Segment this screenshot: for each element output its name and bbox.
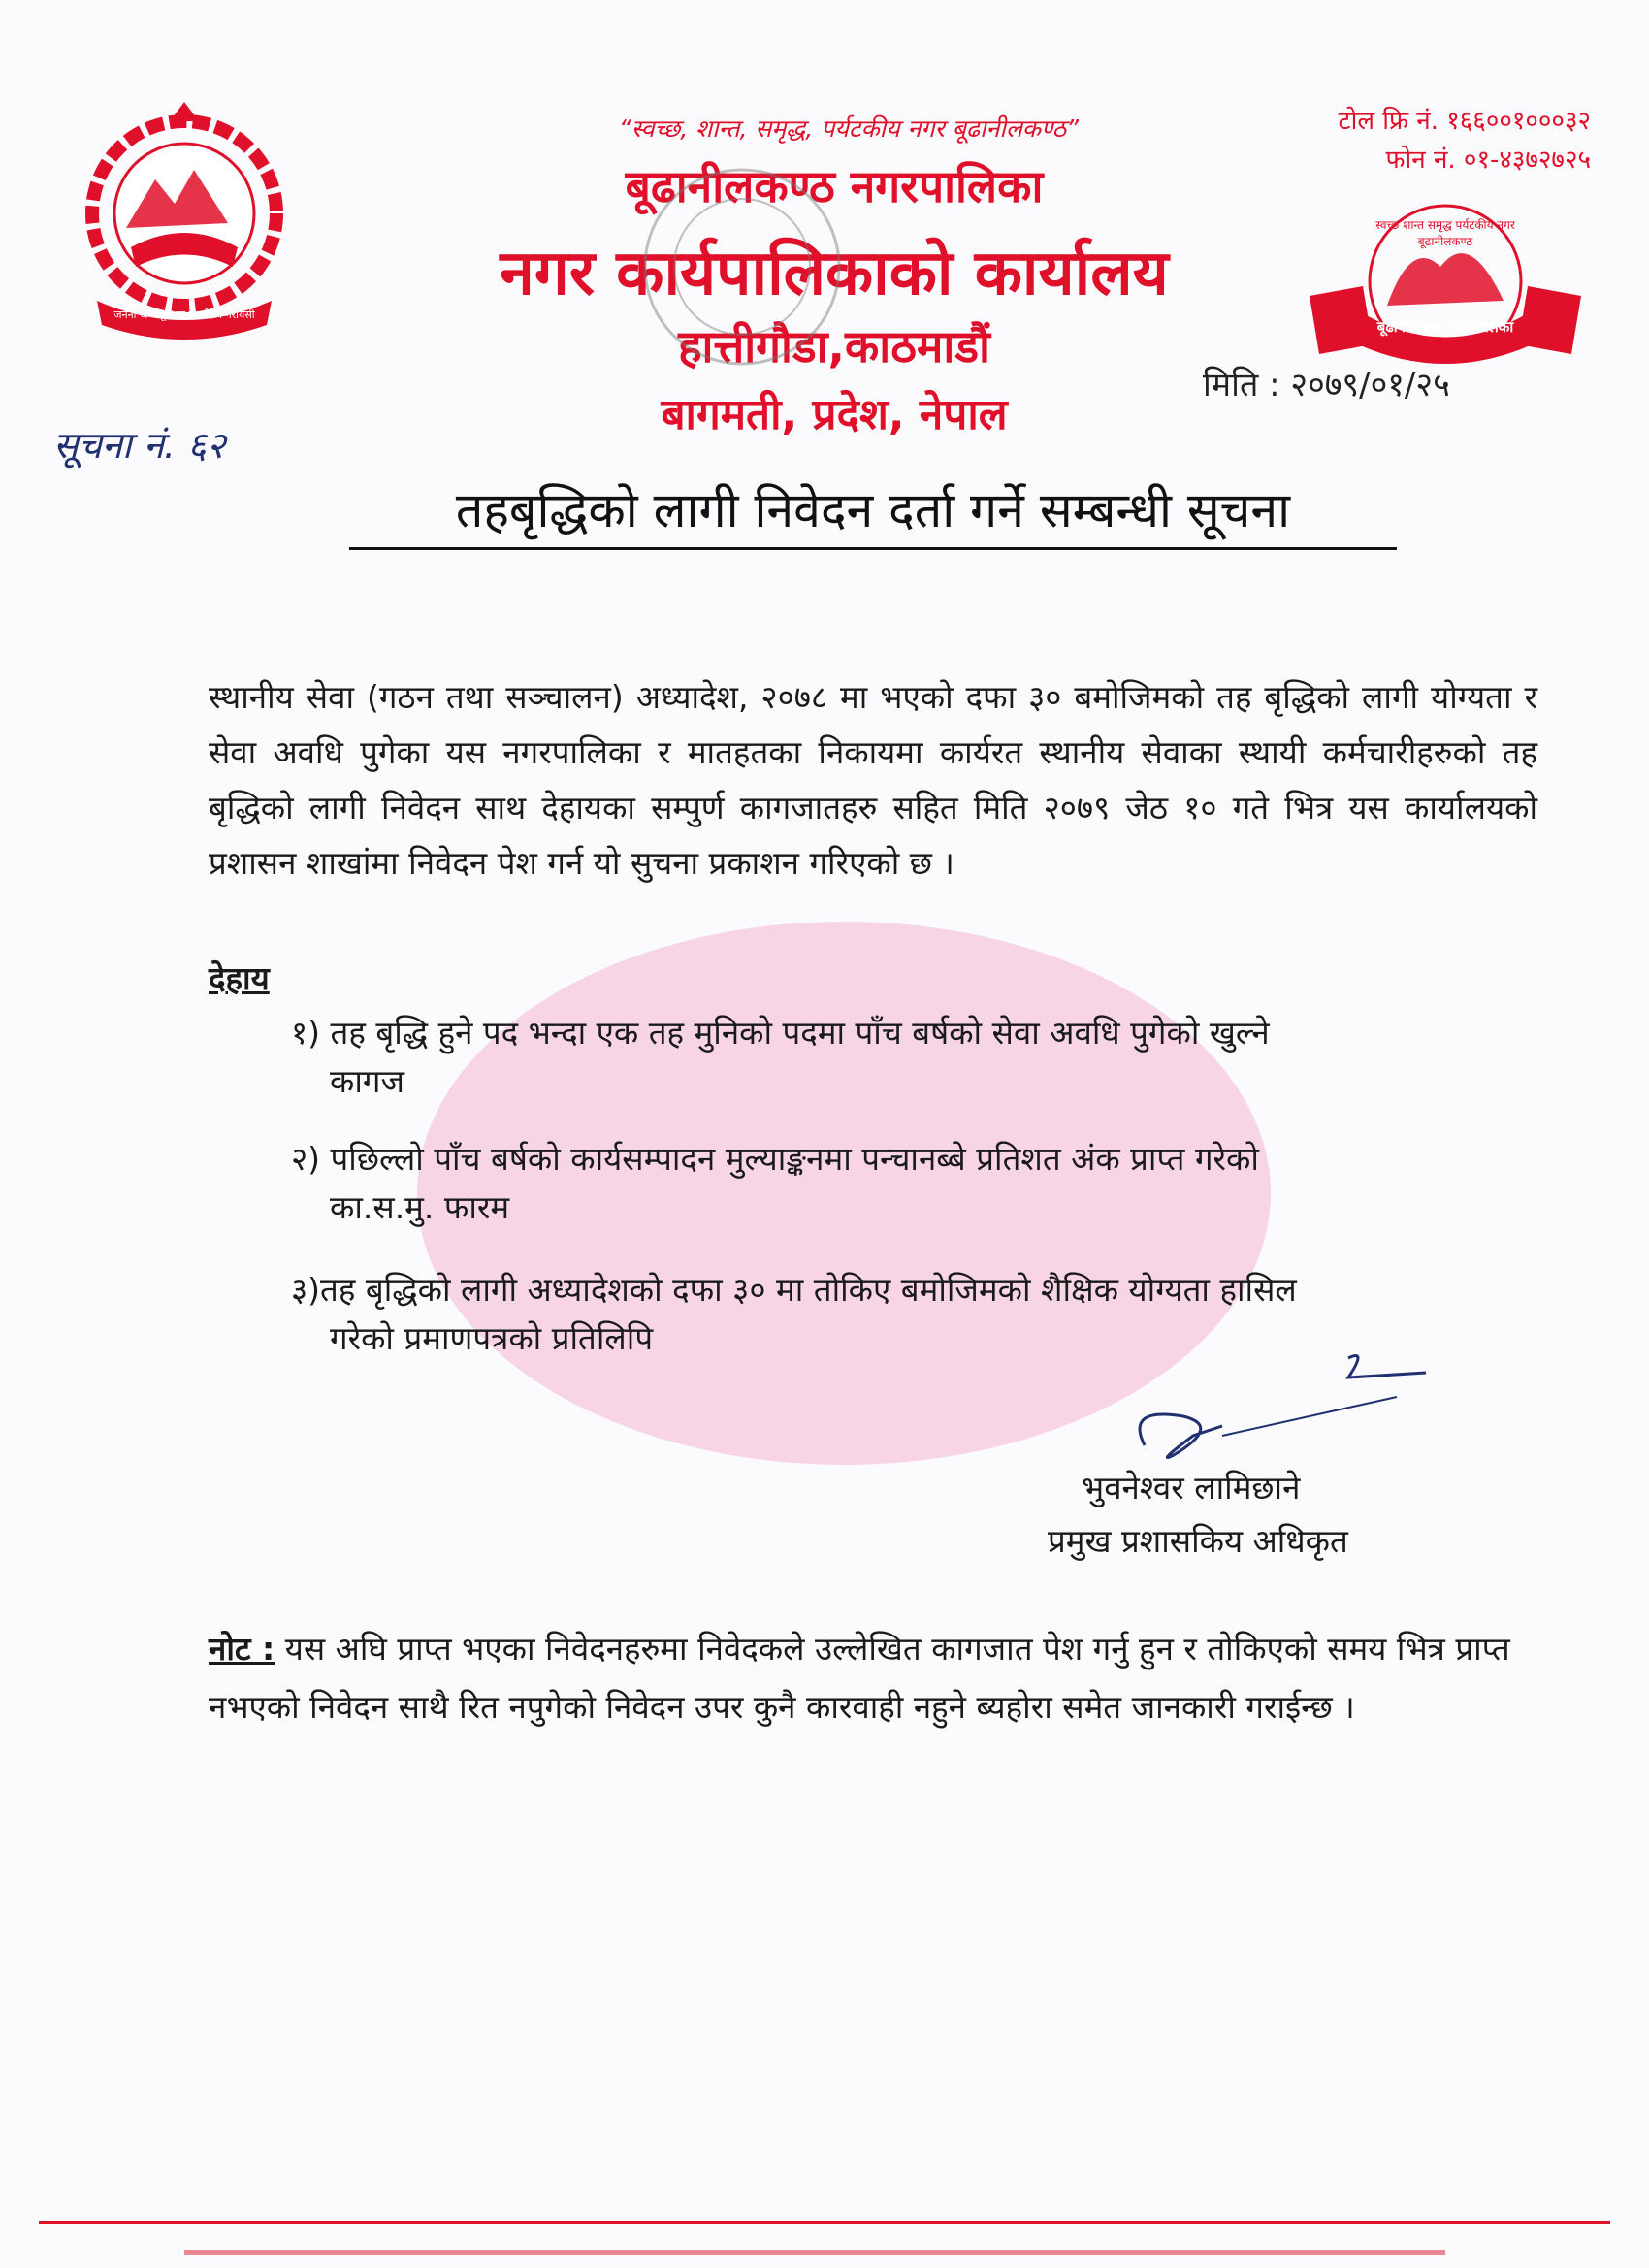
footer-cropped-text [184,2250,1445,2255]
list-item-line2: कागज [330,1062,404,1100]
signatory-designation: प्रमुख प्रशासकिय अधिकृत [1048,1522,1348,1560]
list-item [291,1009,1542,1106]
list-heading: देहाय [209,959,270,997]
signature-icon [1106,1339,1474,1474]
address-line-2: बागमती, प्रदेश, नेपाल [661,390,1008,439]
list-item [291,1135,1542,1232]
list-item-line1: २) पछिल्लो पाँच बर्षको कार्यसम्पादन मुल्याङ्कनमा पन्चानब्बे प्रतिशत अंक प्राप्त गरेको [291,1140,1259,1178]
notice-number: सूचना नं. ६२ [53,424,226,467]
nepal-emblem-logo [73,102,296,344]
emblem-motto: जननी जन्मभूमिश्च स्वर्गादपि गरीयसी [113,308,255,321]
municipality-name: बूढानीलकण्ठ नगरपालिका [625,160,1044,212]
list-item-line2: गरेको प्रमाणपत्रको प्रतिलिपि [330,1319,654,1357]
municipality-logo [1305,199,1586,364]
body-paragraph: स्थानीय सेवा (गठन तथा सञ्चालन) अध्यादेश, २०७८ मा भएको दफा ३० बमोजिमको तह बृद्धिको लागी योग्यता र सेवा अवधि पुगेका यस नगरपालिका र मातहतका निकायमा कार्यरत स्थानीय सेवाका स्थायी कर्मचारीहरुको तह बृद्धिको लागी निवेदन साथ देहायका सम्पुर्ण कागजातहरु सहित मिति २०७९ जेठ १० गते भित्र यस कार्यालयको प्रशासन शाखांमा निवेदन पेश गर्न यो सुचना प्रकाशन गरिएको छ । [209,678,1537,882]
slogan: “स्वच्छ, शान्त, समृद्ध, पर्यटकीय नगर बूढानीलकण्ठ” [618,114,1080,143]
notice-date: मिति : २०७९/०१/२५ [1203,366,1450,405]
address-line-1: हात्तीगौडा,काठमाडौं [678,320,990,373]
note-label: नोट : [209,1630,275,1668]
office-name: नगर कार्यपालिकाको कार्यालय [500,238,1169,309]
list-item-line2: का.स.मु. फारम [330,1188,510,1226]
logo-arc-text: स्वच्छ शान्त समृद्ध पर्यटकीय नगर बूढानीलकण्ठ [1375,218,1515,248]
stamp-icon [635,160,849,373]
footer-divider [39,2221,1610,2224]
list-item-line1: ३)तह बृद्धिको लागी अध्यादेशको दफा ३० मा तोकिए बमोजिमको शैक्षिक योग्यता हासिल [291,1271,1297,1309]
notice-title: तहबृद्धिको लागी निवेदन दर्ता गर्ने सम्बन्धी सूचना [349,475,1397,550]
note-text: यस अघि प्राप्त भएका निवेदनहरुमा निवेदकले उल्लेखित कागजात पेश गर्नु हुन र तोकिएको समय भित्र प्राप्त नभएको निवेदन साथै रित नपुगेको निवेदन उपर कुनै कारवाही नहुने ब्यहोरा समेत जानकारी गराईन्छ । [209,1630,1510,1726]
contact-block [1203,102,1591,179]
list-item-line1: १) तह बृद्धि हुने पद भन्दा एक तह मुनिको पदमा पाँच बर्षको सेवा अवधि पुगेको खुल्ने [291,1014,1270,1052]
footer-contact-strip [184,2236,1445,2268]
signatory-name: भुवनेश्वर लामिछाने [1082,1469,1301,1507]
tollfree-number: टोल फ्रि नं. १६६००१०००३२ [1338,107,1591,136]
logo-ribbon-text: बूढानीलकण्ठ नगरपालिका [1376,318,1514,336]
office-stamp [635,160,849,373]
phone-number: फोन नं. ०१-४३७२७२५ [1385,146,1591,175]
note-block [209,1620,1537,1736]
handwritten-signature [1106,1339,1474,1474]
